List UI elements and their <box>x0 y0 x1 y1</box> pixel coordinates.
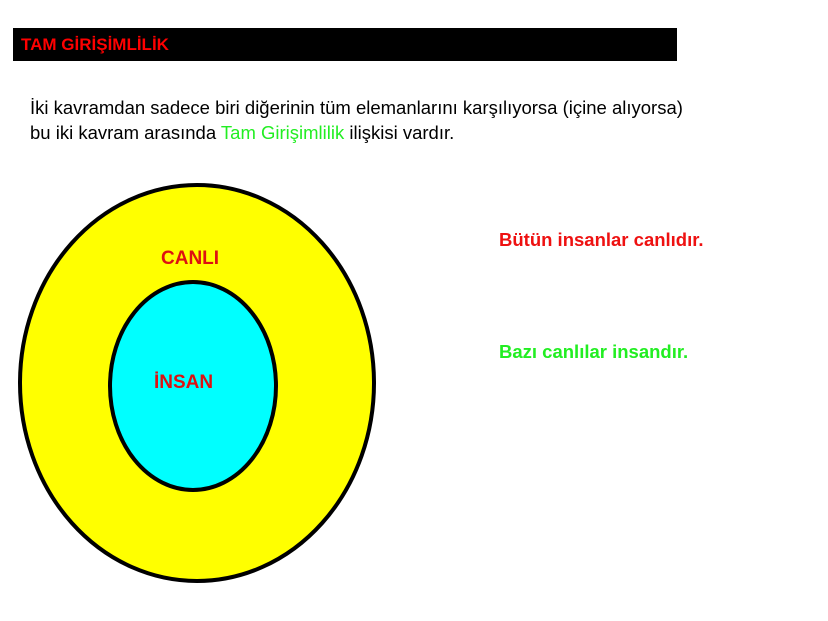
intro-line-2-end: ilişkisi vardır. <box>344 122 455 143</box>
statement-all-humans-living: Bütün insanlar canlıdır. <box>499 229 704 250</box>
statement-some-living-human: Bazı canlılar insandır. <box>499 341 689 362</box>
intro-highlight-term: Tam Girişimlilik <box>220 122 345 143</box>
page-title: TAM GİRİŞİMLİLİK <box>21 35 169 54</box>
intro-line-1: İki kavramdan sadece biri diğerinin tüm elemanlarını karşılıyorsa (içine alıyorsa) <box>30 97 683 118</box>
intro-line-2-start: bu iki kavram arasında <box>30 122 221 143</box>
outer-set-label: CANLI <box>161 248 220 269</box>
inner-set-label: İNSAN <box>154 372 214 393</box>
